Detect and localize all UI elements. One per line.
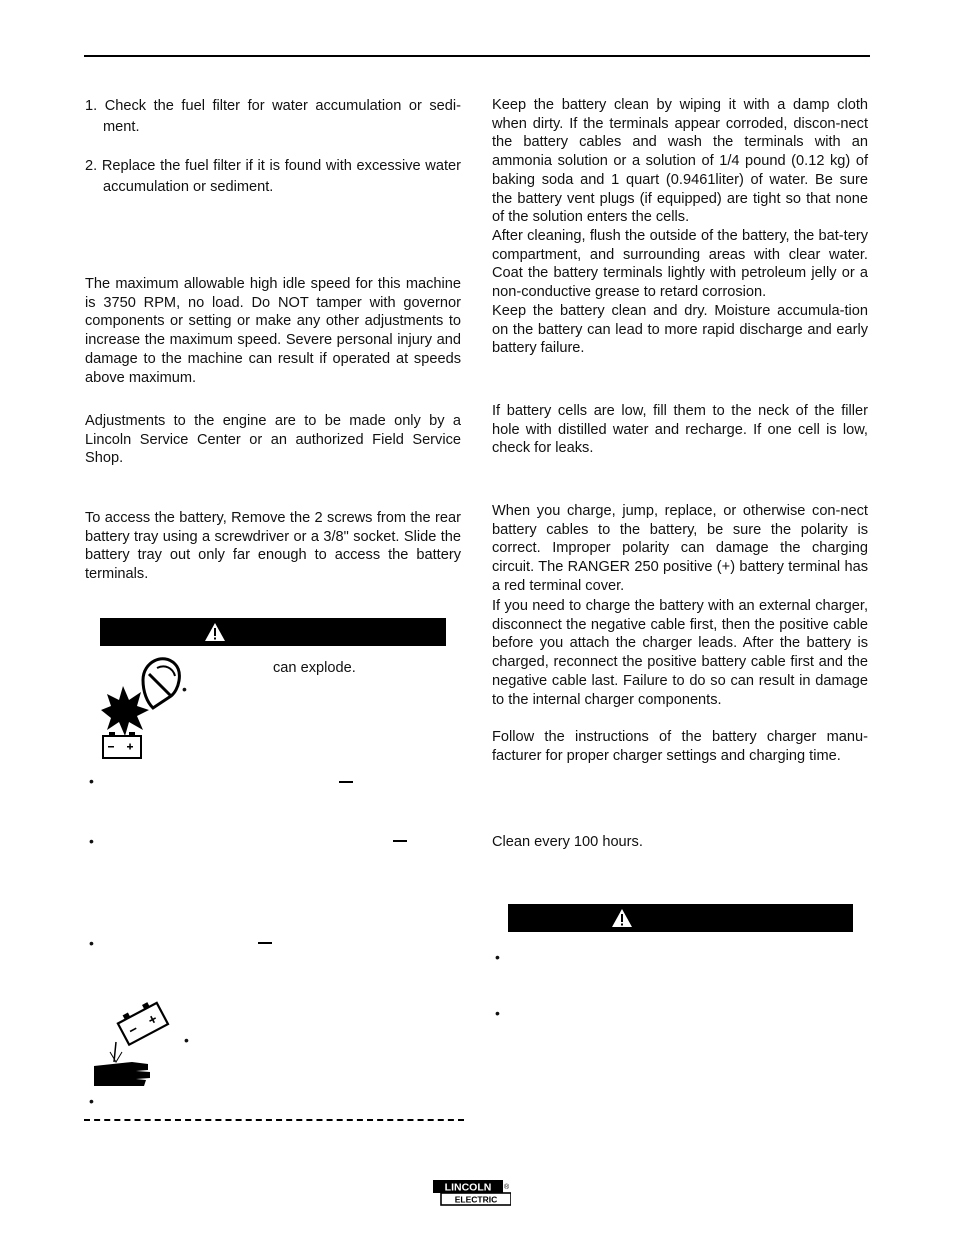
explode-warning-text: can explode. <box>273 660 356 676</box>
idle-speed-paragraph: The maximum allowable high idle speed for this machine is 3750 RPM, no load. Do NOT tamper with governor components or setting or make any other adjustments to increase the maximum speed. Severe personal injury and damage to the machine can result if operated at speeds above maximum. <box>85 276 461 386</box>
bullet: • <box>495 949 500 965</box>
warning-triangle-icon <box>611 908 633 928</box>
logo-line-2: ELECTRIC <box>454 1194 498 1205</box>
section-end-dashed-line <box>84 1119 464 1121</box>
battery-cells-paragraph: If battery cells are low, fill them to the neck of the filler hole with distilled water and recharge. If one cell is low, check for leaks. <box>492 403 868 457</box>
battery-clean-paragraph-2: After cleaning, flush the outside of the battery, the bat-tery compartment, and surrounding areas with clear water. Coat the battery terminals lightly with petroleum jelly or a non-conductive grease to retard corrosion. <box>492 228 868 301</box>
bullet: • <box>89 1093 94 1109</box>
lincoln-electric-logo <box>433 1179 511 1207</box>
battery-clean-paragraph-3: Keep the battery clean and dry. Moisture accumula-tion on the battery can lead to more rapid discharge and early battery failure. <box>492 303 868 357</box>
battery-explosion-icon <box>97 650 181 762</box>
clean-interval-text: Clean every 100 hours. <box>492 834 643 850</box>
engine-adjust-paragraph: Adjustments to the engine are to be made only by a Lincoln Service Center or an authorized Field Service Shop. <box>85 413 461 467</box>
fuel-step-2: 2. Replace the fuel filter if it is found with excessive water accumulation or sediment. <box>85 158 461 195</box>
bullet: • <box>89 833 94 849</box>
fuel-step-1: 1. Check the fuel filter for water accumulation or sedi-ment. <box>85 98 461 135</box>
header-rule <box>84 55 870 57</box>
em-dash <box>393 840 407 842</box>
warning-bar-right <box>508 904 853 932</box>
logo-line-1: LINCOLN <box>444 1181 492 1194</box>
warning-bar-left <box>100 618 446 646</box>
battery-access-paragraph: To access the battery, Remove the 2 screws from the rear battery tray using a screwdriver or a 3/8" socket. Slide the battery tray out only far enough to access the battery terminals. <box>85 510 461 583</box>
battery-clean-paragraph-1: Keep the battery clean by wiping it with a damp cloth when dirty. If the terminals appear corroded, discon-nect the battery cables and wash the terminals with an ammonia solution or a solution of 1/4 pound (0.12 kg) of baking soda and 1 quart (0.9461liter) of water. Be sure the battery vent plugs (if equipped) are tight so that none of the solution enters the cells. <box>492 97 868 226</box>
battery-acid-hand-icon <box>92 1000 176 1088</box>
em-dash <box>258 942 272 944</box>
battery-polarity-paragraph: When you charge, jump, replace, or otherwise con-nect battery cables to the battery, be sure the polarity is correct. Improper polarity can damage the charging circuit. The RANGER 250 positive (+) battery terminal has a red terminal cover. <box>492 503 868 594</box>
em-dash <box>339 781 353 783</box>
bullet: • <box>89 773 94 789</box>
bullet: • <box>89 935 94 951</box>
bullet: • <box>182 681 187 697</box>
warning-triangle-icon <box>204 622 226 642</box>
bullet: • <box>184 1032 189 1048</box>
battery-charger-paragraph: If you need to charge the battery with an external charger, disconnect the negative cable first, then the positive cable before you attach the charger leads. After the battery is charged, reconnect the positive battery cable first and the negative cable last. Failure to do so can result in damage to the internal charger components. <box>492 598 868 708</box>
charger-instructions-paragraph: Follow the instructions of the battery charger manu-facturer for proper charger settings and charging time. <box>492 729 868 764</box>
logo-registered-mark: ® <box>504 1184 510 1191</box>
bullet: • <box>495 1005 500 1021</box>
